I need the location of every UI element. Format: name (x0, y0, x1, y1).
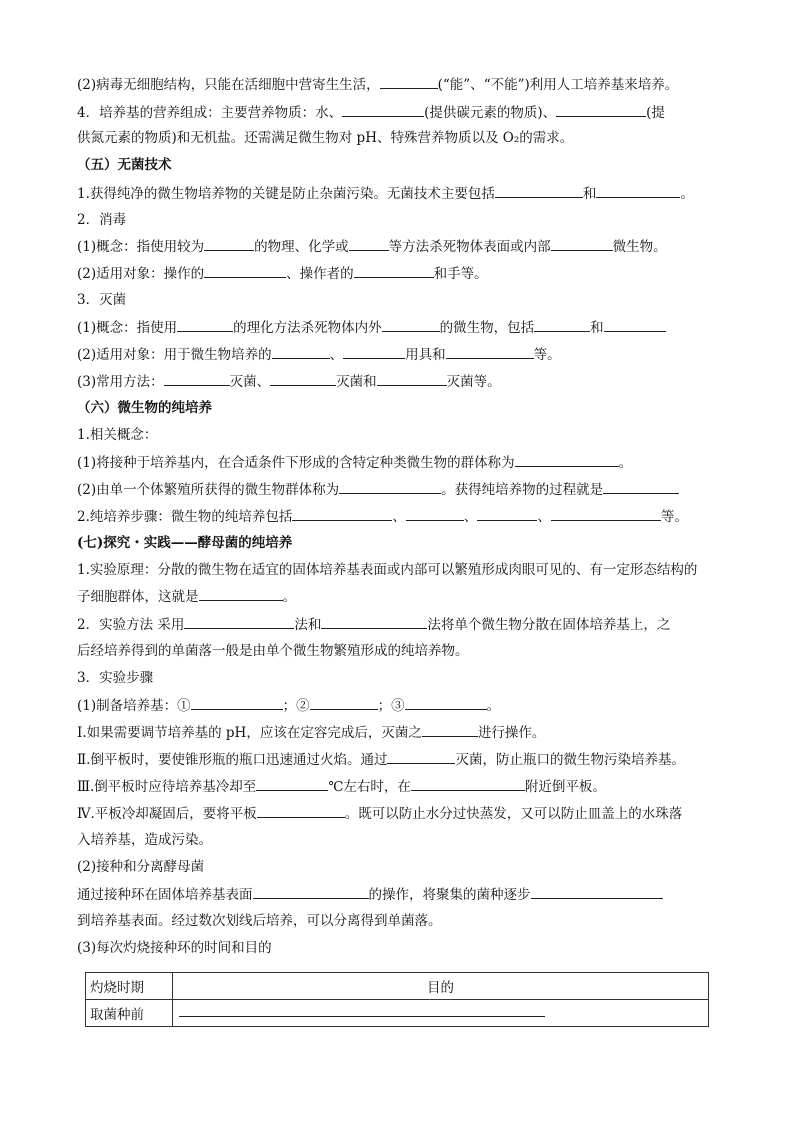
section-heading: （六）微生物的纯培养 (77, 400, 212, 416)
fill-blank[interactable] (603, 479, 679, 494)
fill-blank[interactable] (177, 317, 233, 332)
fill-blank[interactable] (321, 614, 427, 629)
fill-blank[interactable] (199, 586, 283, 601)
fill-blank[interactable] (422, 722, 478, 737)
text-line: 1.实验原理：分散的微生物在适宜的固体培养基表面或内部可以繁殖形成肉眼可见的、有一定形态结构的 (77, 562, 698, 578)
text-line: Ⅱ.倒平板时，要使锥形瓶的瓶口迅速通过火焰。通过 灭菌，防止瓶口的微生物污染培养基。 (77, 749, 685, 769)
fill-blank[interactable] (531, 884, 663, 899)
fill-blank[interactable] (184, 614, 294, 629)
text-line: Ⅲ.倒平板时应待培养基冷却至 ℃左右时，在 附近倒平板。 (77, 776, 606, 796)
fill-blank[interactable] (339, 479, 441, 494)
fill-blank[interactable] (270, 371, 336, 386)
text-line: 通过接种环在固体培养基表面 的操作，将聚集的菌种逐步 (77, 884, 663, 904)
text-line: 3．灭菌 (77, 292, 127, 308)
text-line: (2)适用对象：用于微生物培养的 、 用具和 等。 (77, 344, 561, 364)
text-line: 2．消毒 (77, 212, 127, 228)
text-line: 到培养基表面。经过数次划线后培养，可以分离得到单菌落。 (77, 913, 442, 929)
text-line: 4．培养基的营养组成：主要营养物质：水、 (提供碳元素的物质)、 (提 (77, 102, 665, 122)
fill-blank[interactable] (179, 1006, 545, 1017)
fill-blank[interactable] (272, 344, 330, 359)
fill-blank[interactable] (354, 263, 434, 278)
table-cell: 取菌种前 (86, 1000, 173, 1027)
fill-blank[interactable] (515, 452, 619, 467)
fill-blank[interactable] (310, 695, 378, 710)
text-line: (2)病毒无细胞结构，只能在活细胞中营寄生生活， (“能”、“不能”)利用人工培养基来培养。 (77, 74, 678, 94)
fill-blank[interactable] (405, 695, 487, 710)
section-heading: (七)探究・实践——酵母菌的纯培养 (77, 535, 293, 551)
fill-blank[interactable] (382, 317, 440, 332)
text-line: 2.纯培养步骤：微生物的纯培养包括 、 、 、 等。 (77, 506, 688, 526)
fill-blank[interactable] (349, 236, 389, 251)
fill-blank[interactable] (495, 183, 583, 198)
text-line: (2)适用对象：操作的 、操作者的 和手等。 (77, 263, 488, 283)
fill-blank[interactable] (551, 506, 661, 521)
table-cell (173, 1000, 709, 1027)
text-line: 2．实验方法 采用 法和 法将单个微生物分散在固体培养基上，之 (77, 614, 670, 634)
fill-blank[interactable] (604, 317, 666, 332)
text-line: Ⅰ.如果需要调节培养基的 pH，应该在定容完成后，灭菌之 进行操作。 (77, 722, 545, 742)
fill-blank[interactable] (164, 371, 230, 386)
fill-blank[interactable] (257, 803, 345, 818)
text-line: 3．实验步骤 (77, 670, 154, 686)
table-header-cell: 目的 (173, 973, 709, 1000)
text-line: 1.获得纯净的微生物培养物的关键是防止杂菌污染。无菌技术主要包括 和 。 (77, 183, 694, 203)
text-line: 子细胞群体，这就是 。 (77, 586, 296, 606)
section-heading: （五）无菌技术 (77, 157, 172, 173)
text-line: (3)常用方法： 灭菌、 灭菌和 灭菌等。 (77, 371, 501, 391)
fill-blank[interactable] (556, 102, 646, 117)
table-header-row (86, 973, 709, 1000)
text-line: (1)概念：指使用较为 的物理、化学或 等方法杀死物体表面或内部 微生物。 (77, 236, 667, 256)
text-line: (1)将接种于培养基内，在合适条件下形成的含特定种类微生物的群体称为 。 (77, 452, 632, 472)
fill-blank[interactable] (342, 102, 424, 117)
text-line: Ⅳ.平板冷却凝固后，要将平板 。既可以防止水分过快蒸发，又可以防止皿盖上的水珠落 (77, 803, 682, 823)
fill-blank[interactable] (596, 183, 680, 198)
fill-blank[interactable] (477, 506, 537, 521)
text-line: (2)由单一个体繁殖所获得的微生物群体称为 。获得纯培养物的过程就是 (77, 479, 679, 499)
fill-blank[interactable] (377, 371, 447, 386)
fill-blank[interactable] (387, 749, 455, 764)
fill-blank[interactable] (292, 506, 392, 521)
fill-blank[interactable] (191, 695, 283, 710)
text-line: 1.相关概念： (77, 427, 158, 443)
fill-blank[interactable] (551, 236, 613, 251)
fill-blank[interactable] (204, 263, 286, 278)
fill-blank[interactable] (204, 236, 254, 251)
fill-blank[interactable] (534, 317, 590, 332)
text-line: 后经培养得到的单菌落一般是由单个微生物繁殖形成的纯培养物。 (77, 643, 469, 659)
text-line: 入培养基，造成污染。 (77, 832, 212, 848)
text-line: (1)概念：指使用 的理化方法杀死物体内外 的微生物，包括 和 (77, 317, 666, 337)
burning-timing-table (85, 972, 709, 1027)
text-line: (1)制备培养基：① ；② ；③ 。 (77, 695, 500, 715)
table-header-cell: 灼烧时期 (86, 973, 173, 1000)
table-row (86, 1000, 709, 1027)
fill-blank[interactable] (380, 74, 438, 89)
fill-blank[interactable] (253, 884, 369, 899)
text-line: 供氮元素的物质)和无机盐。还需满足微生物对 pH、特殊营养物质以及 O₂的需求。 (77, 130, 574, 146)
text-line: (2)接种和分离酵母菌 (77, 859, 205, 875)
fill-blank[interactable] (411, 776, 525, 791)
fill-blank[interactable] (343, 344, 405, 359)
fill-blank[interactable] (256, 776, 328, 791)
fill-blank[interactable] (446, 344, 534, 359)
fill-blank[interactable] (406, 506, 464, 521)
text-line: (3)每次灼烧接种环的时间和目的 (77, 940, 272, 956)
